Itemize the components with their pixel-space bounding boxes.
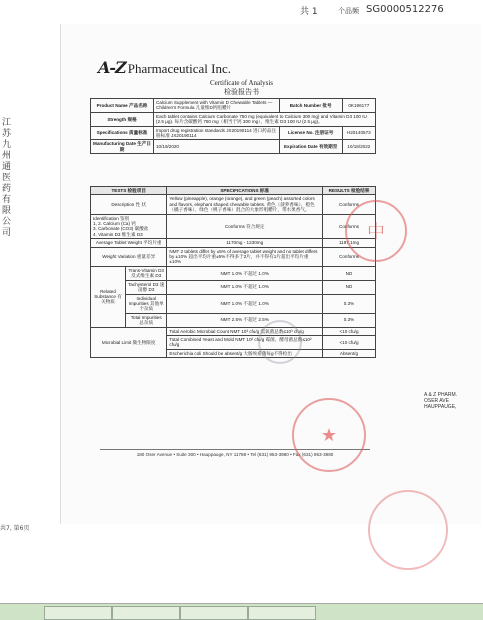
ecoli-result: Absent/g [323,349,376,357]
aerobic-count-result: <10 cfu/g [323,327,376,335]
strip-tab-3[interactable] [180,606,248,620]
yeast-mold-spec: Total Combined Yeast and Mold NMT 10² cfu/g 霉菌、酵母菌总数≤10² cfu/g [167,335,323,349]
batch-label: Batch Number 批号 [279,99,342,113]
company-logo [98,58,231,77]
weight-variation-label: Weight Variation 重量差异 [91,247,167,266]
grey-seal-stamp [258,320,302,364]
identification-spec: Conforms 符合规定 [167,214,323,239]
yeast-mold-result: <10 cfu/g [323,335,376,349]
identification-label: Identification 鉴别 1, 2. Calcium (Ca) 钙 3. Carbonate (CO3) 碳酸盐 4. Vitamin D3 维生素 D3 [91,214,167,239]
red-seal-stamp [345,200,407,262]
total-impurities-result: 0.3% [323,313,376,327]
tachysterol-result: ND [323,280,376,294]
company-address-footer: 180 Oser Avenue • Suite 300 • Hauppauge, NY 11788 • Tel (631) 953-3980 • Fax (631) 953-3980 [100,449,370,457]
total-impurities-label: Total Impurities 总杂质 [126,313,167,327]
weight-variation-spec: NMT 2 tablets differ by ±5% of average tablet weight and no tablet differs by ±10% 超出平均片重±5%不得多于2片，并不得有1片超出平均片重±10% [167,247,323,266]
exp-date-label: Expiration Date 有效期至 [279,140,342,154]
red-seal-stamp-3 [368,490,448,570]
identification-result: Conforms [323,214,376,239]
stamp-star: ★ [320,424,338,445]
description-label: Description 性 状 [91,195,167,214]
total-impurities-spec: NMT 2.5% 不超过 2.5% [167,313,323,327]
strip-tab-2[interactable] [112,606,180,620]
status-strip [0,603,483,620]
trans-vitd-label: Trans-Vitamin D3 反式维生素 D3 [126,266,167,280]
avg-weight-result: 1197.1mg [323,239,376,247]
tachysterol-label: Tachysterol D3 速甾醇 D3 [126,280,167,294]
trans-vitd-spec: NMT 1.0% 不超过 1.0% [167,266,323,280]
doc-title-en: Certificate of Analysis [210,79,273,87]
strip-tab-4[interactable] [248,606,316,620]
exp-date-value: 10/18/2022 [342,140,375,154]
description-spec: Yellow (pineapple), orange (orange), and green (peach) assorted colors and flavors, elephant shaped chewable tablets. 黄色（菠萝香味）、橙色（橘子香味）、绿色（桃子香味）混合的大象形咀嚼片，带水果香气。 [167,195,323,214]
ecoli-spec: Escherichia coli Should be absent/g 大肠埃希菌每g不得检出 [167,349,323,357]
weight-variation-result: Conforms [323,247,376,266]
company-side-text: 江苏九州通医药有限公司 [2,118,12,238]
related-substance-label: Related Substance 有关物质 [91,266,126,327]
microbial-limit-label: Microbial Limit 微生物限度 [91,327,167,358]
avg-weight-label: Average Tablet Weight 平均片重 [91,239,167,247]
individual-impurities-spec: NMT 1.0% 不超过 1.0% [167,294,323,313]
logo-mark: A-Z [98,58,126,77]
red-seal-stamp-2 [292,398,366,472]
tests-header: TESTS 检验项目 [91,187,167,195]
sheet-label: 个品频 [338,7,359,15]
aerobic-count-spec: Total Aerobic Microbial Count NMT 10³ cfu/g 需氧菌总数≤10³ cfu/g [167,327,323,335]
license-value: H20140573 [342,126,375,140]
doc-code: SG0000512276 [366,4,444,15]
spec-label: Specifications 质量标准 [91,126,154,140]
company-name: Pharmaceutical Inc. [127,61,231,76]
specs-header: SPECIFICATIONS 标准 [167,187,323,195]
results-header: RESULTS 检验结果 [323,187,376,195]
avg-weight-spec: 1170mg - 1230mg [167,239,323,247]
trans-vitd-result: ND [323,266,376,280]
right-edge-text: A & Z PHARM. OSER AVE HAUPPAUGE, [424,392,458,410]
license-label: License No. 注册证号 [279,126,342,140]
strength-label: Strength 规格 [91,112,154,126]
spec-value: Import drug registration standards JX20190114 进口药品注册标准 JX20190114 [154,126,280,140]
strip-tab-1[interactable] [44,606,112,620]
product-name-label: Product Name 产品名称 [91,99,154,113]
mfg-date-value: 10/19/2020 [154,140,280,154]
individual-impurities-result: 0.3% [323,294,376,313]
tests-table [90,186,376,358]
mfg-date-label: Manufacturing Date 生产日期 [91,140,154,154]
doc-title-zh: 检验报告书 [224,88,259,96]
product-table [90,98,376,154]
individual-impurities-label: Individual Impurities 其他单个杂质 [126,294,167,313]
description-result: Conforms [323,195,376,214]
page-label: 共 1 [300,7,318,17]
stamp-glyph: 中 [367,222,385,242]
product-name-value: Calcium Supplement with Vitamin D Chewable Tablets — Children's Formula 儿童维D钙咀嚼片 [154,99,280,113]
strength-value: Each tablet contains Calcium Carbonate 750 mg (equivalent to Calcium 300 mg) and Vitamin D3 100 IU (2.5 μg). 每片含碳酸钙 750 mg（相当于钙 300 mg），维生素 D3 100 IU (2.5 μg)。 [154,112,376,126]
batch-value: 0K196177 [342,99,375,113]
tachysterol-spec: NMT 1.0% 不超过 1.0% [167,280,323,294]
page-count: 共7, 第6页 [0,525,30,532]
